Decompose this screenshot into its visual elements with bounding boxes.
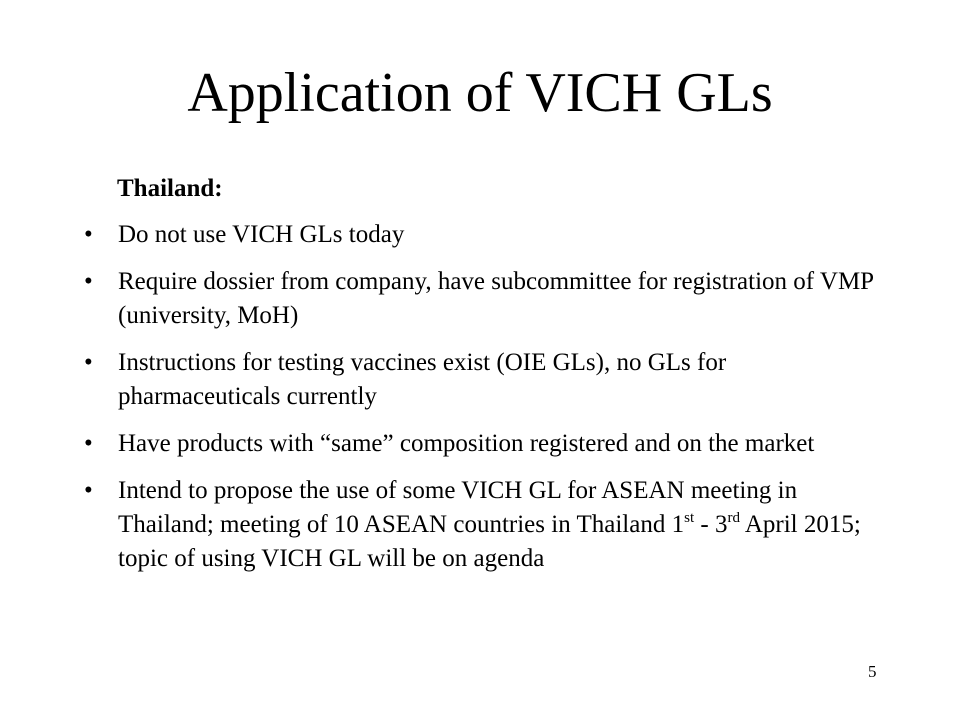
page-number: 5 [868,662,877,681]
bullet-text: Instructions for testing vaccines exist (OIE GLs), no GLs for pharmaceuticals currently [118,349,727,410]
bullet-text: Have products with “same” composition registered and on the market [118,430,815,457]
bullet-icon: • [84,349,93,376]
bullet-text [118,477,861,572]
bullet-text: Do not use VICH GLs today [118,221,405,248]
bullet-list [84,218,884,589]
slide-title: Application of VICH GLs [187,62,773,124]
bullet-item [84,265,884,333]
bullet-text: Require dossier from company, have subcommittee for registration of VMP (university, MoH) [118,268,874,329]
bullet-icon: • [84,430,93,457]
bullet-item [84,474,884,576]
bullet-item [84,346,884,414]
bullet-item [84,427,884,461]
bullet-icon: • [84,221,93,248]
bullet-icon: • [84,477,93,504]
ordinal-suffix: st [684,510,695,526]
bullet-text-part: - 3 [694,511,728,538]
bullet-icon: • [84,268,93,295]
bullet-text-part: April 2015; topic of using VICH GL will be on agenda [118,511,861,572]
bullet-item [84,218,884,252]
ordinal-suffix: rd [727,510,740,526]
section-heading: Thailand: [117,175,223,202]
bullet-text-part: Intend to propose the use of some VICH GL for ASEAN meeting in Thailand; meeting of 10 ASEAN countries in Thailand 1 [118,477,798,538]
